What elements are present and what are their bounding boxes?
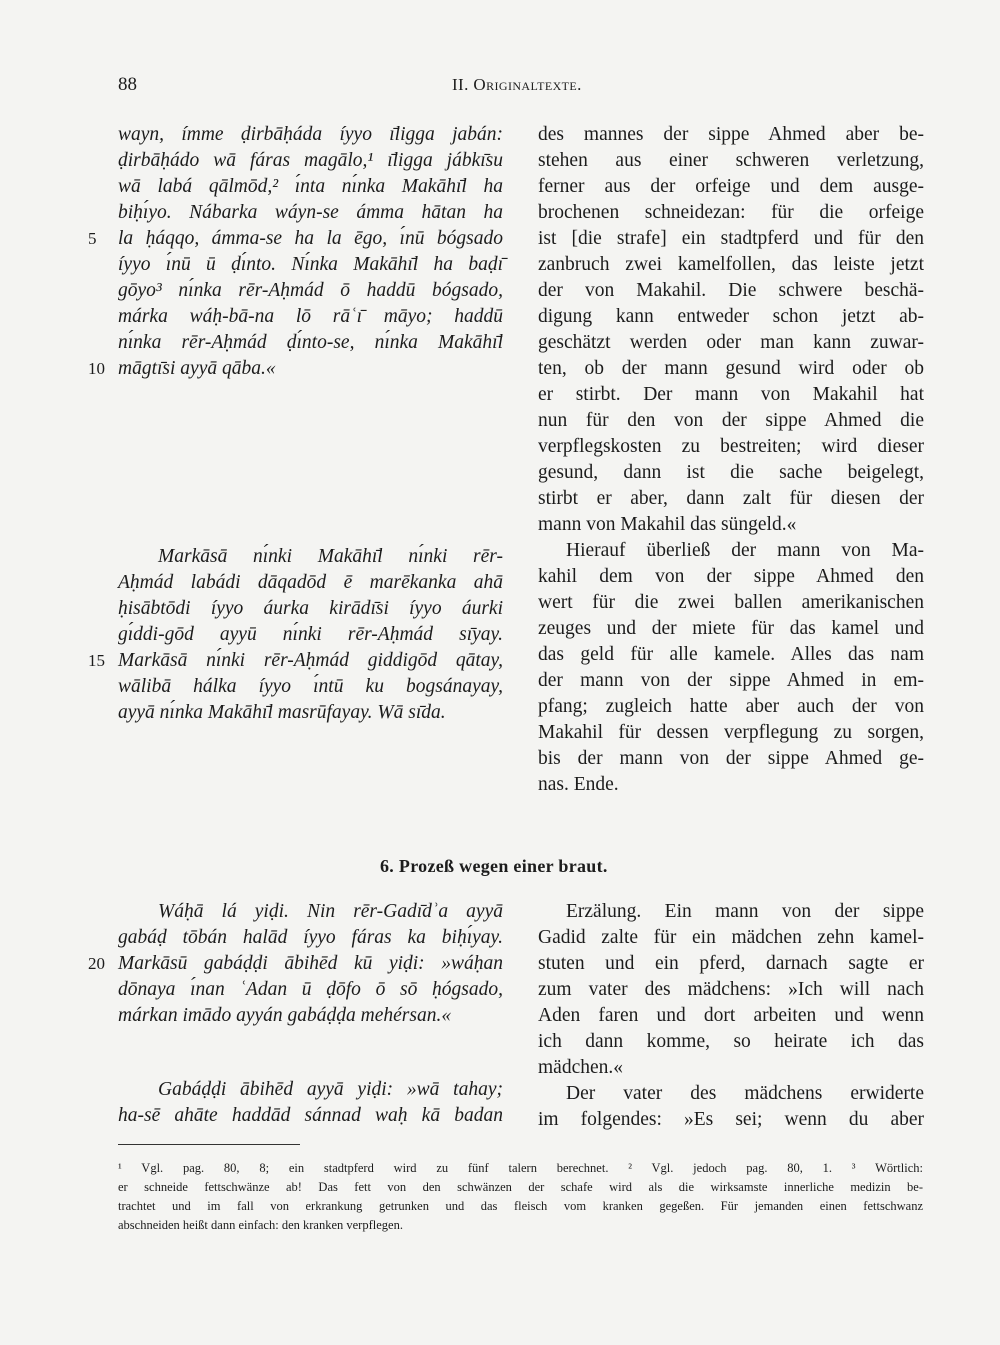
- text-line: geschätzt werden oder man kann zuwar-: [538, 332, 924, 353]
- line-number: 10: [88, 359, 105, 378]
- text-line: mann von Makahil das süngeld.«: [538, 514, 797, 535]
- text-line: dōnaya ı́nan ʿAdan ū ḍōfo ō sō ḥógsado,: [118, 979, 503, 1000]
- text-line: nas. Ende.: [538, 774, 619, 795]
- page-number: 88: [118, 74, 137, 95]
- text-line: stuten und ein pferd, darnach sagte er: [538, 953, 924, 974]
- text-line: wayn, ímme ḍirbāḥáda íyyo ı̄ligga jabán:: [118, 124, 503, 145]
- text-line: ten, ob der mann gesund wird oder ob: [538, 358, 924, 379]
- text-line: biḥı́yo. Nábarka wáyn-se ámma hātan ha: [118, 202, 503, 223]
- text-line: 15 Markāsā nı́nki rēr-Aḥmád giddigōd qātay,: [118, 648, 503, 674]
- footnote-line: trachtet und im fall von erkrankung getrunken und das fleisch vom kranken gegeßen. Für jemanden einen fettschwanz: [118, 1199, 923, 1213]
- section-heading: 6. Prozeß wegen einer braut.: [380, 856, 608, 876]
- text-line: der mann von der sippe Ahmed in em-: [538, 670, 924, 691]
- text-line: Hierauf überließ der mann von Ma-: [566, 540, 924, 561]
- somali-text-block-2: [88, 544, 503, 726]
- text-line: bis der mann von der sippe Ahmed ge-: [538, 748, 924, 769]
- text-line: Gadid zalte für ein mädchen zehn kamel-: [538, 927, 924, 948]
- text-line: gı́ddi-gōd ayyū nı́nki rēr-Aḥmád sı̄yay.: [118, 624, 503, 645]
- text-line: das geld für alle kamele. Alles das nam: [538, 644, 924, 665]
- text-line: nun für den von der sippe Ahmed die: [538, 410, 924, 431]
- somali-text-block-4: [118, 1077, 503, 1129]
- text-line: im folgendes: »Es sei; wenn du aber: [538, 1109, 924, 1130]
- text-line: ḥisābtōdi íyyo áurka kirādı̄si íyyo áurki: [118, 598, 503, 619]
- text-line: digung kann entweder schon jetzt ab-: [538, 306, 924, 327]
- german-translation-block-1: [538, 122, 924, 798]
- line-number: 15: [88, 651, 105, 670]
- text-line: brochenen schneidezan: für die orfeige: [538, 202, 924, 223]
- text-line: wā labá qālmōd,² ı́nta nı́nka Makāhı̄l ha: [118, 176, 503, 197]
- line-number: 20: [88, 954, 105, 973]
- text-line: wālibā hálka íyyo ı́ntū ku bogsánayay,: [118, 676, 503, 697]
- text-line: Der vater des mädchens erwiderte: [566, 1083, 924, 1104]
- text-line: ḍirbāḥádo wā fáras magālo,¹ ı̄ligga jábkı̄su: [118, 150, 503, 171]
- text-line: stirbt er aber, dann zalt für diesen der: [538, 488, 924, 509]
- text-line: er stirbt. Der mann von Makahil hat: [538, 384, 924, 405]
- somali-text-block-1: [88, 122, 503, 382]
- page-header: [0, 74, 1000, 104]
- text-line: Aḥmád labádi dāqadōd ē marēkanka ahā: [118, 572, 503, 593]
- text-line: der von Makahil. Die schwere beschä-: [538, 280, 924, 301]
- text-line: márka wáḥ-bā-na lō rāʿı̄ māyo; haddū: [118, 306, 503, 327]
- text-line: mädchen.«: [538, 1057, 624, 1078]
- text-line: pfang; zugleich hatte aber auch der von: [538, 696, 924, 717]
- text-line: Makahil für dessen verpflegung zu sorgen,: [538, 722, 924, 743]
- text-line: zeuges und der miete für das kamel und: [538, 618, 924, 639]
- text-line: ayyā nı́nka Makāhı̄l masrūfayay. Wā sı̄da.: [118, 702, 446, 723]
- text-line: ferner aus der orfeige und dem ausge-: [538, 176, 924, 197]
- text-line: gesund, dann ist die sache beigelegt,: [538, 462, 924, 483]
- text-line: ich dann komme, so heirate ich das: [538, 1031, 924, 1052]
- footnote-line: er schneide fettschwänze ab! Das fett von den schwänzen der schafe wird als die wirksamste innerliche medizin be-: [118, 1180, 923, 1194]
- text-line: 20 Markāsū gabáḍḍi ābihēd kū yiḍi: »wáḥan: [118, 951, 503, 977]
- german-translation-block-2: [538, 899, 924, 1133]
- text-line: des mannes der sippe Ahmed aber be-: [538, 124, 924, 145]
- text-line: 5 la ḥáqqo, ámma-se ha la ēgo, ı́nū bógsado: [118, 226, 503, 252]
- text-line: Erzälung. Ein mann von der sippe: [566, 901, 924, 922]
- text-line: Wáḥā lá yiḍi. Nin rēr-Gadı̄dʾa ayyā: [158, 901, 503, 922]
- text-line: kahil dem von der sippe Ahmed den: [538, 566, 924, 587]
- text-line: Aden faren und dort arbeiten und wenn: [538, 1005, 924, 1026]
- text-line: ha-sē ahāte haddād sánnad waḥ kā badan: [118, 1105, 503, 1126]
- footnote-line: abschneiden heißt dann einfach: den kranken verpflegen.: [118, 1218, 403, 1232]
- text-line: verpflegskosten zu bestreiten; wird dieser: [538, 436, 924, 457]
- footnotes: [118, 1159, 923, 1235]
- text-line: nı́nka rēr-Aḥmád ḍı́nto-se, nı́nka Makāhı̄l: [118, 332, 503, 353]
- text-line: gabáḍ tōbán halād íyyo fáras ka biḥı́yay.: [118, 927, 503, 948]
- somali-text-block-3: [88, 899, 503, 1029]
- text-line: stehen aus einer schweren verletzung,: [538, 150, 924, 171]
- line-number: 5: [88, 229, 97, 248]
- text-line: gōyo³ nı́nka rēr-Aḥmád ō haddū bógsado,: [118, 280, 503, 301]
- text-line: wert für die zwei ballen amerikanischen: [538, 592, 924, 613]
- text-line: Markāsā nı́nki Makāhı̄l nı́nki rēr-: [158, 546, 503, 567]
- text-line: zanbruch zwei kamelfollen, das leiste jetzt: [538, 254, 924, 275]
- text-line: 10 māgtı̄si ayyā qāba.«: [118, 356, 503, 382]
- running-head: II. Originaltexte.: [452, 75, 582, 94]
- footnote-line: ¹ Vgl. pag. 80, 8; ein stadtpferd wird zu fünf talern berechnet. ² Vgl. jedoch pag. 80, 1. ³ Wörtlich:: [118, 1161, 923, 1175]
- footnote-divider: [118, 1144, 300, 1145]
- text-line: márkan imādo ayyán gabáḍḍa mehérsan.«: [118, 1005, 452, 1026]
- text-line: Gabáḍḍi ābihēd ayyā yiḍi: »wā tahay;: [158, 1079, 503, 1100]
- text-line: ist [die strafe] ein stadtpferd und für den: [538, 228, 924, 249]
- text-line: íyyo ı́nū ū ḍı́nto. Nı́nka Makāhı̄l ha baḍı̄: [118, 254, 503, 275]
- text-line: zum vater des mädchens: »Ich will nach: [538, 979, 924, 1000]
